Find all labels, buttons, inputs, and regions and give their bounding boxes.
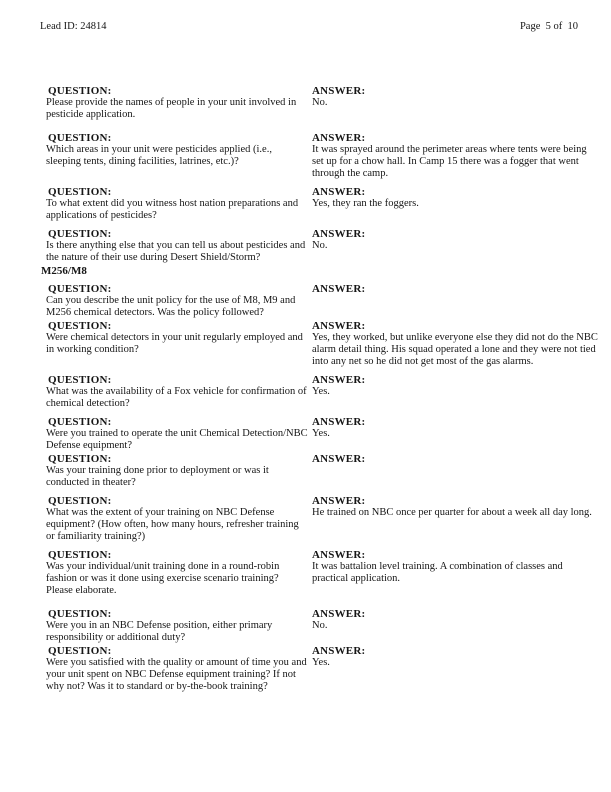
qa-row bbox=[41, 186, 602, 222]
question-label: QUESTION: bbox=[48, 416, 112, 428]
question-label: QUESTION: bbox=[48, 549, 112, 561]
qa-row bbox=[41, 85, 602, 121]
qa-row bbox=[41, 283, 602, 319]
question-label: QUESTION: bbox=[48, 186, 112, 198]
answer-text: Yes. bbox=[312, 386, 330, 397]
question-text: Is there anything else that you can tell us about pesticides and the nature of their use during Desert Shield/Storm? bbox=[46, 240, 306, 263]
answer-text: He trained on NBC once per quarter for about a week all day long. bbox=[312, 507, 592, 518]
question-label: QUESTION: bbox=[48, 283, 112, 295]
answer-text: Yes. bbox=[312, 428, 330, 439]
lead-id: Lead ID: 24814 bbox=[40, 21, 107, 32]
answer-text: Yes, they ran the foggers. bbox=[312, 198, 419, 209]
answer-text: Yes. bbox=[312, 657, 330, 668]
question-label: QUESTION: bbox=[48, 453, 112, 465]
answer-text: It was sprayed around the perimeter areas where tents were being set up for a chow hall. In Camp 15 there was a fogger that went through the camp. bbox=[312, 144, 587, 179]
answer-label: ANSWER: bbox=[312, 132, 366, 144]
question-label: QUESTION: bbox=[48, 320, 112, 332]
qa-row bbox=[41, 228, 602, 264]
qa-content bbox=[41, 85, 602, 699]
question-label: QUESTION: bbox=[48, 374, 112, 386]
page-number: Page 5 of 10 bbox=[519, 21, 578, 32]
qa-row bbox=[41, 549, 602, 597]
answer-label: ANSWER: bbox=[312, 85, 366, 97]
question-text: What was the extent of your training on NBC Defense equipment? (How often, how many hours, refresher training or familiarity training?) bbox=[46, 507, 299, 542]
answer-label: ANSWER: bbox=[312, 228, 366, 240]
answer-text: No. bbox=[312, 620, 328, 631]
question-text: Please provide the names of people in your unit involved in pesticide application. bbox=[46, 97, 297, 120]
qa-row bbox=[41, 416, 602, 452]
question-label: QUESTION: bbox=[48, 85, 112, 97]
question-label: QUESTION: bbox=[48, 645, 112, 657]
qa-row bbox=[41, 495, 602, 543]
answer-label: ANSWER: bbox=[312, 416, 366, 428]
question-text: Which areas in your unit were pesticides applied (i.e., sleeping tents, dining facilities, latrines, etc.)? bbox=[46, 144, 272, 167]
question-label: QUESTION: bbox=[48, 228, 112, 240]
question-text: Was your training done prior to deployment or was it conducted in theater? bbox=[46, 465, 269, 488]
question-text: Was your individual/unit training done in a round-robin fashion or was it done using exercise scenario training? Please elaborate. bbox=[46, 561, 280, 596]
qa-row bbox=[41, 608, 602, 644]
question-text: Were you satisfied with the quality or amount of time you and your unit spent on NBC Defense equipment training? If not why not? Was it to standard or by-the-book training? bbox=[46, 657, 307, 692]
question-label: QUESTION: bbox=[48, 608, 112, 620]
answer-label: ANSWER: bbox=[312, 549, 366, 561]
answer-label: ANSWER: bbox=[312, 374, 366, 386]
qa-row bbox=[41, 374, 602, 410]
qa-row bbox=[41, 132, 602, 180]
question-text: Were chemical detectors in your unit regularly employed and in working condition? bbox=[46, 332, 303, 355]
question-label: QUESTION: bbox=[48, 132, 112, 144]
qa-row bbox=[41, 453, 602, 489]
question-text: Were you in an NBC Defense position, either primary responsibility or additional duty? bbox=[46, 620, 273, 643]
qa-row bbox=[41, 320, 602, 368]
answer-text: Yes, they worked, but unlike everyone else they did not do the NBC alarm detail thing. His squad operated a lone and they were not tied into any net so he did not get most of the gas alarms. bbox=[312, 332, 598, 367]
answer-label: ANSWER: bbox=[312, 495, 366, 507]
answer-label: ANSWER: bbox=[312, 320, 366, 332]
question-text: To what extent did you witness host nation preparations and applications of pesticides? bbox=[46, 198, 299, 221]
qa-row bbox=[41, 645, 602, 693]
answer-label: ANSWER: bbox=[312, 453, 366, 465]
answer-label: ANSWER: bbox=[312, 283, 366, 295]
question-text: What was the availability of a Fox vehicle for confirmation of chemical detection? bbox=[46, 386, 307, 409]
answer-text: No. bbox=[312, 97, 328, 108]
question-text: Can you describe the unit policy for the use of M8, M9 and M256 chemical detectors. Was the policy followed? bbox=[46, 295, 296, 318]
answer-text: No. bbox=[312, 240, 328, 251]
answer-label: ANSWER: bbox=[312, 186, 366, 198]
answer-label: ANSWER: bbox=[312, 645, 366, 657]
question-label: QUESTION: bbox=[48, 495, 112, 507]
answer-text: It was battalion level training. A combination of classes and practical application. bbox=[312, 561, 563, 584]
section-header: M256/M8 bbox=[41, 265, 87, 277]
question-text: Were you trained to operate the unit Chemical Detection/NBC Defense equipment? bbox=[46, 428, 308, 451]
answer-label: ANSWER: bbox=[312, 608, 366, 620]
